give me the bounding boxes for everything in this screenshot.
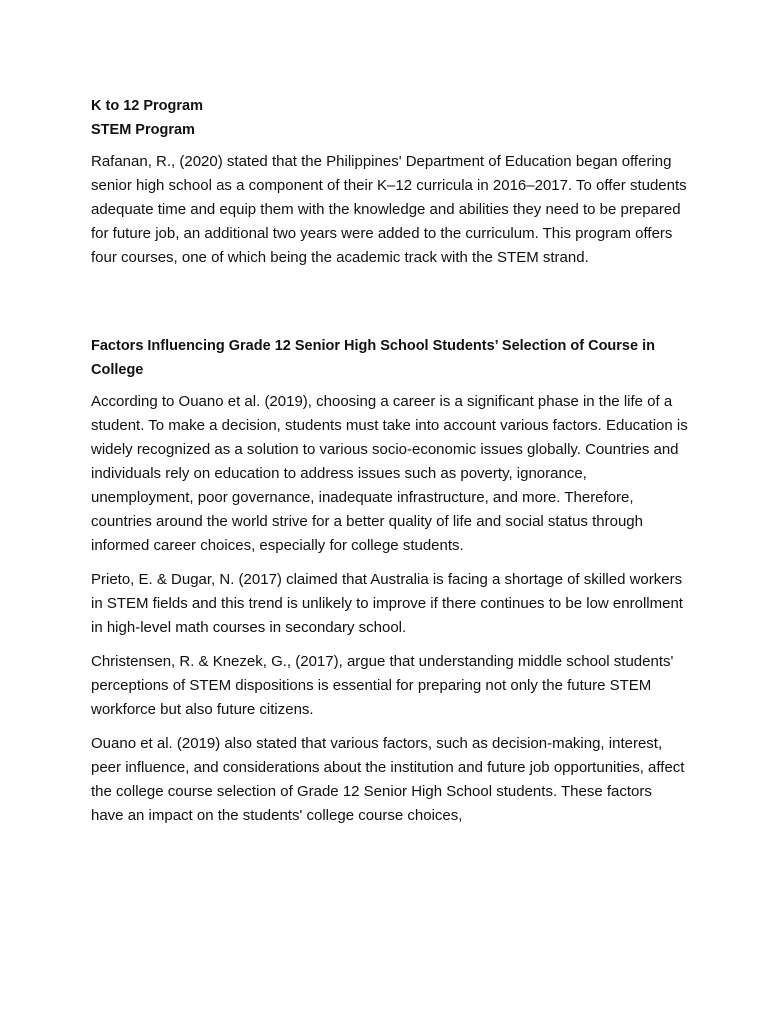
heading-k-to-12: K to 12 Program bbox=[91, 98, 203, 114]
paragraph-ouano: According to Ouano et al. (2019), choosing a career is a significant phase in the life of a student. To make a decision, students must take into account various factors. Education is widely recognized as a solution to various socio-economic issues globally. Countries and individuals rely on education to address issues such as poverty, ignorance, unemployment, poor governance, inadequate infrastructure, and more. Therefore, countries around the world strive for a better quality of life and social status through informed career choices, especially for college students. bbox=[91, 393, 688, 554]
paragraph-rafanan: Rafanan, R., (2020) stated that the Philippines' Department of Education began offering senior high school as a component of their K–12 curricula in 2016–2017. To offer students adequate time and equip them with the knowledge and abilities they need to be prepared for future job, an additional two years were added to the curriculum. This program offers four courses, one of which being the academic track with the STEM strand. bbox=[91, 153, 687, 266]
heading-stem-program: STEM Program bbox=[91, 122, 195, 138]
heading-factors: Factors Influencing Grade 12 Senior High School Students’ Selection of Course in College bbox=[91, 338, 655, 378]
paragraph-christensen: Christensen, R. & Knezek, G., (2017), argue that understanding middle school students' perceptions of STEM dispositions is essential for preparing not only the future STEM workforce but also future citizens. bbox=[91, 653, 674, 718]
paragraph-prieto: Prieto, E. & Dugar, N. (2017) claimed that Australia is facing a shortage of skilled workers in STEM fields and this trend is unlikely to improve if there continues to be low enrollment in high-level math courses in secondary school. bbox=[91, 571, 683, 636]
paragraph-ouano-factors: Ouano et al. (2019) also stated that various factors, such as decision-making, interest, peer influence, and considerations about the institution and future job opportunities, affect the college course selection of Grade 12 Senior High School students. These factors have an impact on the students' college course choices, bbox=[91, 735, 685, 824]
